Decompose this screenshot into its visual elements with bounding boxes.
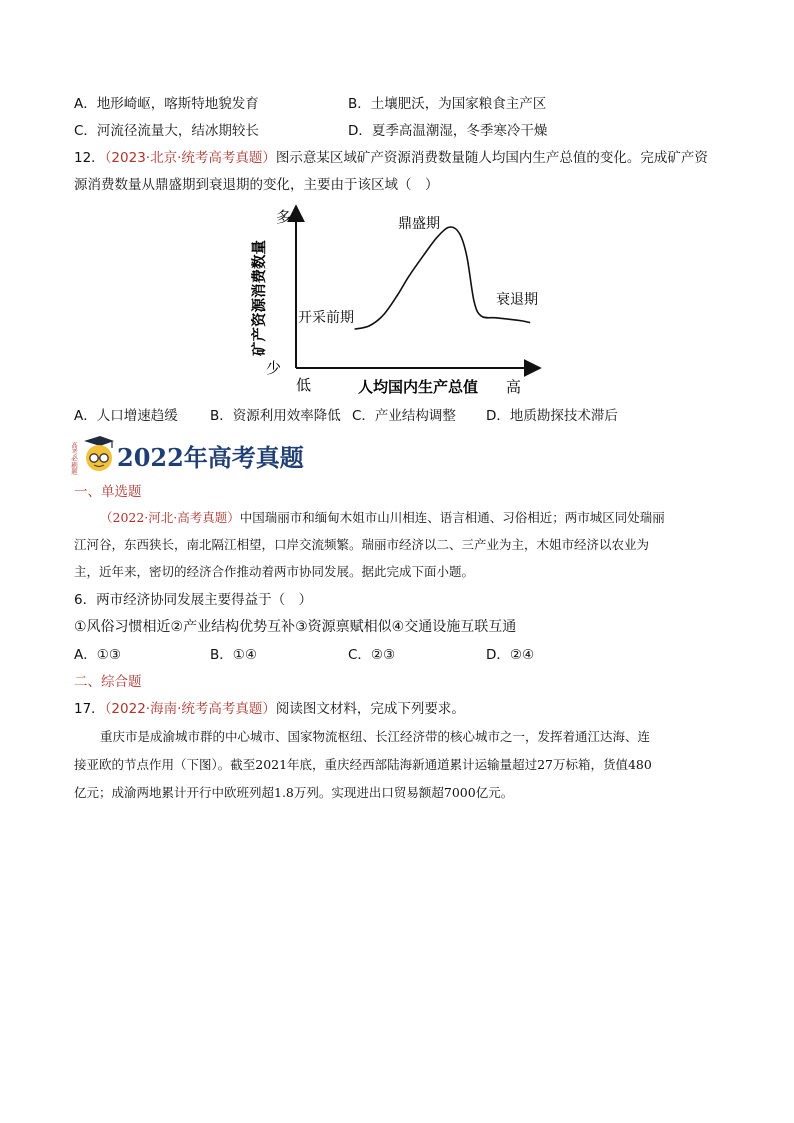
q12-stem-line2: 源消费数量从鼎盛期到衰退期的变化，主要由于该区域（ ） xyxy=(74,177,439,193)
q6-items: ①风俗习惯相近②产业结构优势互补③资源禀赋相似④交通设施互联互通 xyxy=(74,619,517,635)
part1-heading: 一、单选题 xyxy=(74,484,142,500)
q17-stem xyxy=(74,699,465,719)
exam-logo xyxy=(72,434,116,474)
part2-heading: 二、综合题 xyxy=(74,674,142,690)
passage-line1 xyxy=(100,508,665,528)
stage-label-early: 开采前期 xyxy=(298,310,354,326)
stage-label-decline: 衰退期 xyxy=(496,292,538,308)
stage-label-peak: 鼎盛期 xyxy=(398,216,440,232)
q12-stem-line1 xyxy=(74,148,708,168)
y-tick-low: 少 xyxy=(266,359,282,377)
x-axis-label: 人均国内生产总值 xyxy=(358,378,479,396)
q11-option-a: A．地形崎岖，喀斯特地貌发育 xyxy=(74,96,259,112)
q12-source: （2023·北京·统考高考真题） xyxy=(104,150,276,166)
q12-option-a: A．人口增速趋缓 xyxy=(74,408,178,424)
q6-option-b: B．①④ xyxy=(210,647,257,663)
passage-source: （2022·河北·高考真题） xyxy=(100,510,240,525)
y-tick-high: 多 xyxy=(276,208,292,226)
q6-option-a: A．①③ xyxy=(74,647,121,663)
q6-option-d: D．②④ xyxy=(486,647,535,663)
q17-number: 17． xyxy=(74,701,105,717)
q17-source: （2022·海南·统考高考真题） xyxy=(104,701,276,717)
q6-stem: 6．两市经济协同发展主要得益于（ ） xyxy=(74,592,313,608)
q6-option-c: C．②③ xyxy=(348,647,396,663)
q12-number: 12． xyxy=(74,150,105,166)
q11-option-b: B．土壤肥沃，为国家粮食主产区 xyxy=(348,96,547,112)
passage-text-1: 中国瑞丽市和缅甸木姐市山川相连、语言相通、习俗相近；两市城区同处瑞丽 xyxy=(239,510,665,525)
x-tick-low: 低 xyxy=(296,376,312,394)
passage-line2: 江河谷，东西狭长，南北隔江相望，口岸交流频繁。瑞丽市经济以二、三产业为主，木姐市经济以农业为 xyxy=(74,537,650,552)
q17-material-line2: 接亚欧的节点作用（下图）。截至2021年底，重庆经西部陆海新通道累计运输量超过27万标箱，货值480 xyxy=(74,757,652,772)
series-line xyxy=(355,227,531,329)
q12-stem-text: 图示意某区域矿产资源消费数量随人均国内生产总值的变化。完成矿产资 xyxy=(275,150,708,166)
q11-option-d: D．夏季高温潮湿，冬季寒冷干燥 xyxy=(348,123,548,139)
logo-text: 高考必刷题 xyxy=(70,442,78,475)
q12-option-c: C．产业结构调整 xyxy=(352,408,456,424)
q17-stem-text: 阅读图文材料，完成下列要求。 xyxy=(275,701,465,717)
x-tick-high: 高 xyxy=(506,378,522,396)
graduate-logo-icon xyxy=(72,434,116,474)
q17-material-line1: 重庆市是成渝城市群的中心城市、国家物流枢纽、长江经济带的核心城市之一，发挥着通江达海、连 xyxy=(100,729,651,744)
mineral-consumption-chart xyxy=(240,198,560,400)
y-axis-label: 矿产资源消费数量 xyxy=(251,240,268,356)
q11-option-c: C．河流径流量大，结冰期较长 xyxy=(74,123,259,139)
q12-option-d: D．地质勘探技术滞后 xyxy=(486,408,618,424)
section-title: 2022年高考真题 xyxy=(117,443,304,472)
q12-option-b: B．资源利用效率降低 xyxy=(210,408,341,424)
passage-line3: 主，近年来，密切的经济合作推动着两市协同发展。据此完成下面小题。 xyxy=(74,564,475,579)
q17-material-line3: 亿元；成渝两地累计开行中欧班列超1.8万列。实现进出口贸易额超7000亿元。 xyxy=(74,785,514,800)
